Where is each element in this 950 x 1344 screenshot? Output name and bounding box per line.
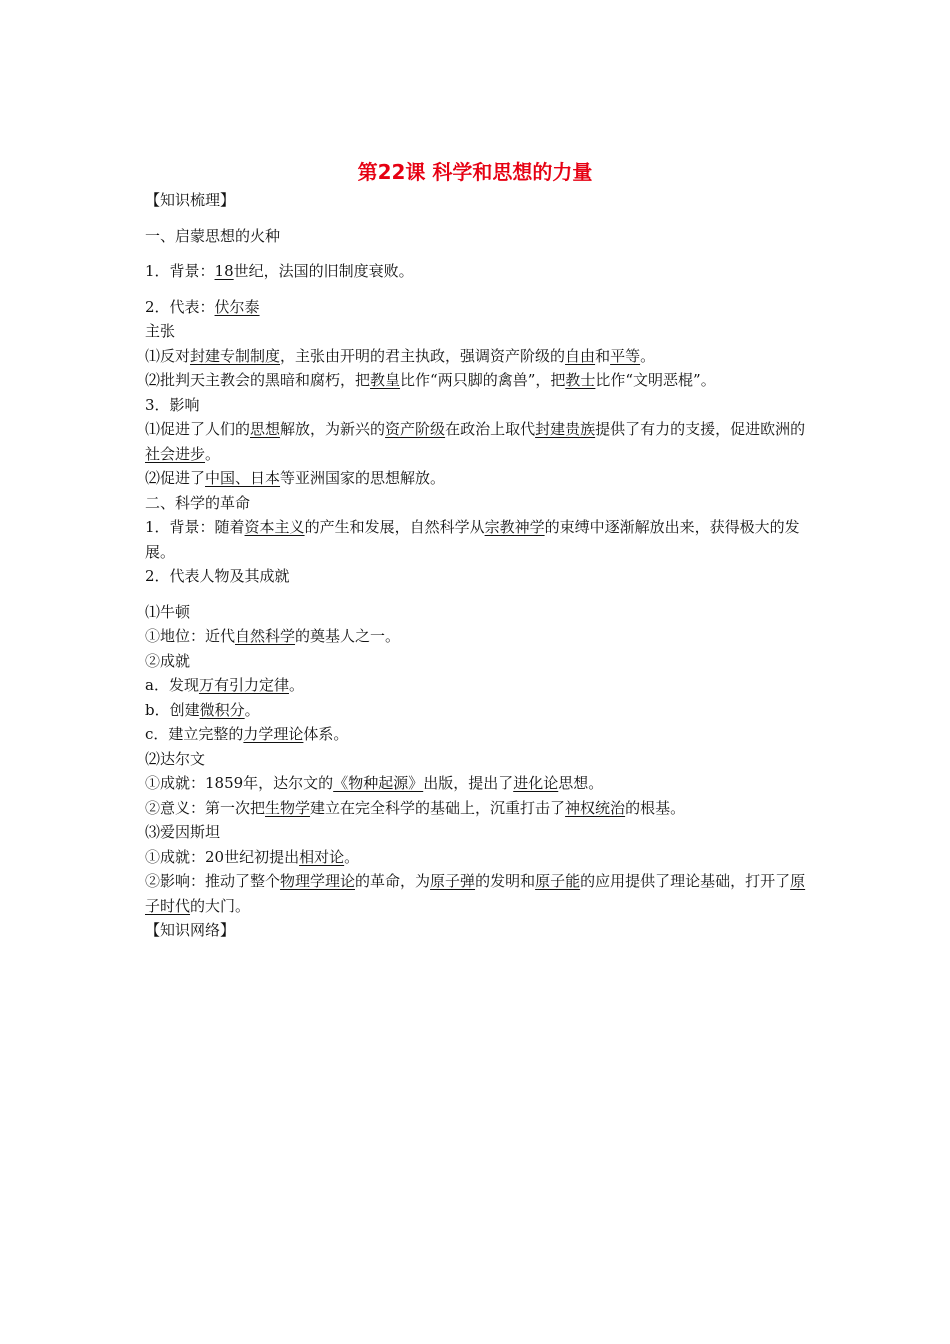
part2-background: 1．背景：随着资本主义的产生和发展，自然科学从宗教神学的束缚中逐渐解放出来，获得极大的发展。 <box>145 518 800 561</box>
blank-answer: 神权统治 <box>565 798 626 817</box>
blank-answer: 《物种起源》 <box>333 774 424 792</box>
part1-impact: 3．影响 <box>145 395 200 414</box>
blank-answer: 伏尔泰 <box>214 297 260 316</box>
newton-heading: ⑴牛顿 <box>145 602 191 621</box>
page-title: 第22课 科学和思想的力量 <box>357 160 593 184</box>
darwin-achievement: ①成就：1859年，达尔文的《物种起源》出版，提出了进化论思想。 <box>145 774 604 792</box>
part1-impact-1: ⑴促进了人们的思想解放，为新兴的资产阶级在政治上取代封建贵族提供了有力的支援，促进欧洲的社会进步。 <box>145 420 806 463</box>
blank-answer: 原子时代 <box>145 872 806 915</box>
darwin-heading: ⑵达尔文 <box>145 749 206 768</box>
blank-answer: 自然科学 <box>235 627 296 645</box>
newton-achievement-c: c．建立完整的力学理论体系。 <box>145 725 349 743</box>
newton-status: ①地位：近代自然科学的奠基人之一。 <box>145 627 401 645</box>
blank-answer: 宗教神学 <box>484 518 545 536</box>
blank-answer: 教皇 <box>370 371 401 389</box>
section-network-heading: 【知识网络】 <box>145 921 236 939</box>
blank-answer: 进化论 <box>513 774 559 792</box>
blank-answer: 相对论 <box>299 847 345 866</box>
blank-answer: 18 <box>214 262 234 280</box>
darwin-significance: ②意义：第一次把生物学建立在完全科学的基础上，沉重打击了神权统治的根基。 <box>145 798 686 817</box>
blank-answer: 教士 <box>565 371 596 389</box>
part1-impact-2: ⑵促进了中国、日本等亚洲国家的思想解放。 <box>145 469 446 487</box>
part1-heading: 一、启蒙思想的火种 <box>145 226 281 245</box>
blank-answer: 生物学 <box>265 798 311 817</box>
blank-answer: 资本主义 <box>244 518 305 536</box>
blank-answer: 原子能 <box>535 872 581 890</box>
blank-answer: 微积分 <box>199 700 245 719</box>
part2-figures: 2．代表人物及其成就 <box>145 567 290 585</box>
newton-achievement-a: a．发现万有引力定律。 <box>145 676 304 694</box>
part1-claim-1: ⑴反对封建专制制度，主张由开明的君主执政，强调资产阶级的自由和平等。 <box>145 346 656 365</box>
newton-achievement-b: b．创建微积分。 <box>145 700 260 719</box>
blank-answer: 封建专制制度 <box>190 346 281 365</box>
einstein-achievement: ①成就：20世纪初提出相对论。 <box>145 847 360 866</box>
part1-representative: 2．代表：伏尔泰 <box>145 297 260 316</box>
blank-answer: 自由 <box>565 346 596 365</box>
blank-answer: 物理学理论 <box>280 872 356 890</box>
part1-claim-2: ⑵批判天主教会的黑暗和腐朽，把教皇比作“两只脚的禽兽”，把教士比作“文明恶棍”。 <box>145 371 716 389</box>
section-knowledge-heading: 【知识梳理】 <box>145 191 236 209</box>
blank-answer: 原子弹 <box>430 872 476 890</box>
blank-answer: 力学理论 <box>243 725 304 743</box>
blank-answer: 平等 <box>610 346 641 365</box>
einstein-impact: ②影响：推动了整个物理学理论的革命，为原子弹的发明和原子能的应用提供了理论基础，打开了原子时代的大门。 <box>145 872 806 915</box>
part1-background: 1．背景：18世纪，法国的旧制度衰败。 <box>145 262 414 280</box>
part2-heading: 二、科学的革命 <box>145 493 251 512</box>
blank-answer: 社会进步 <box>145 444 206 463</box>
part1-claim: 主张 <box>145 322 176 340</box>
document-body <box>145 188 810 943</box>
blank-answer: 中国、日本 <box>205 469 281 487</box>
blank-answer: 封建贵族 <box>535 420 596 438</box>
newton-achievements: ②成就 <box>145 651 191 670</box>
blank-answer: 资产阶级 <box>385 420 446 438</box>
blank-answer: 思想 <box>250 420 281 438</box>
blank-answer: 万有引力定律 <box>198 676 289 694</box>
einstein-heading: ⑶爱因斯坦 <box>145 823 221 841</box>
